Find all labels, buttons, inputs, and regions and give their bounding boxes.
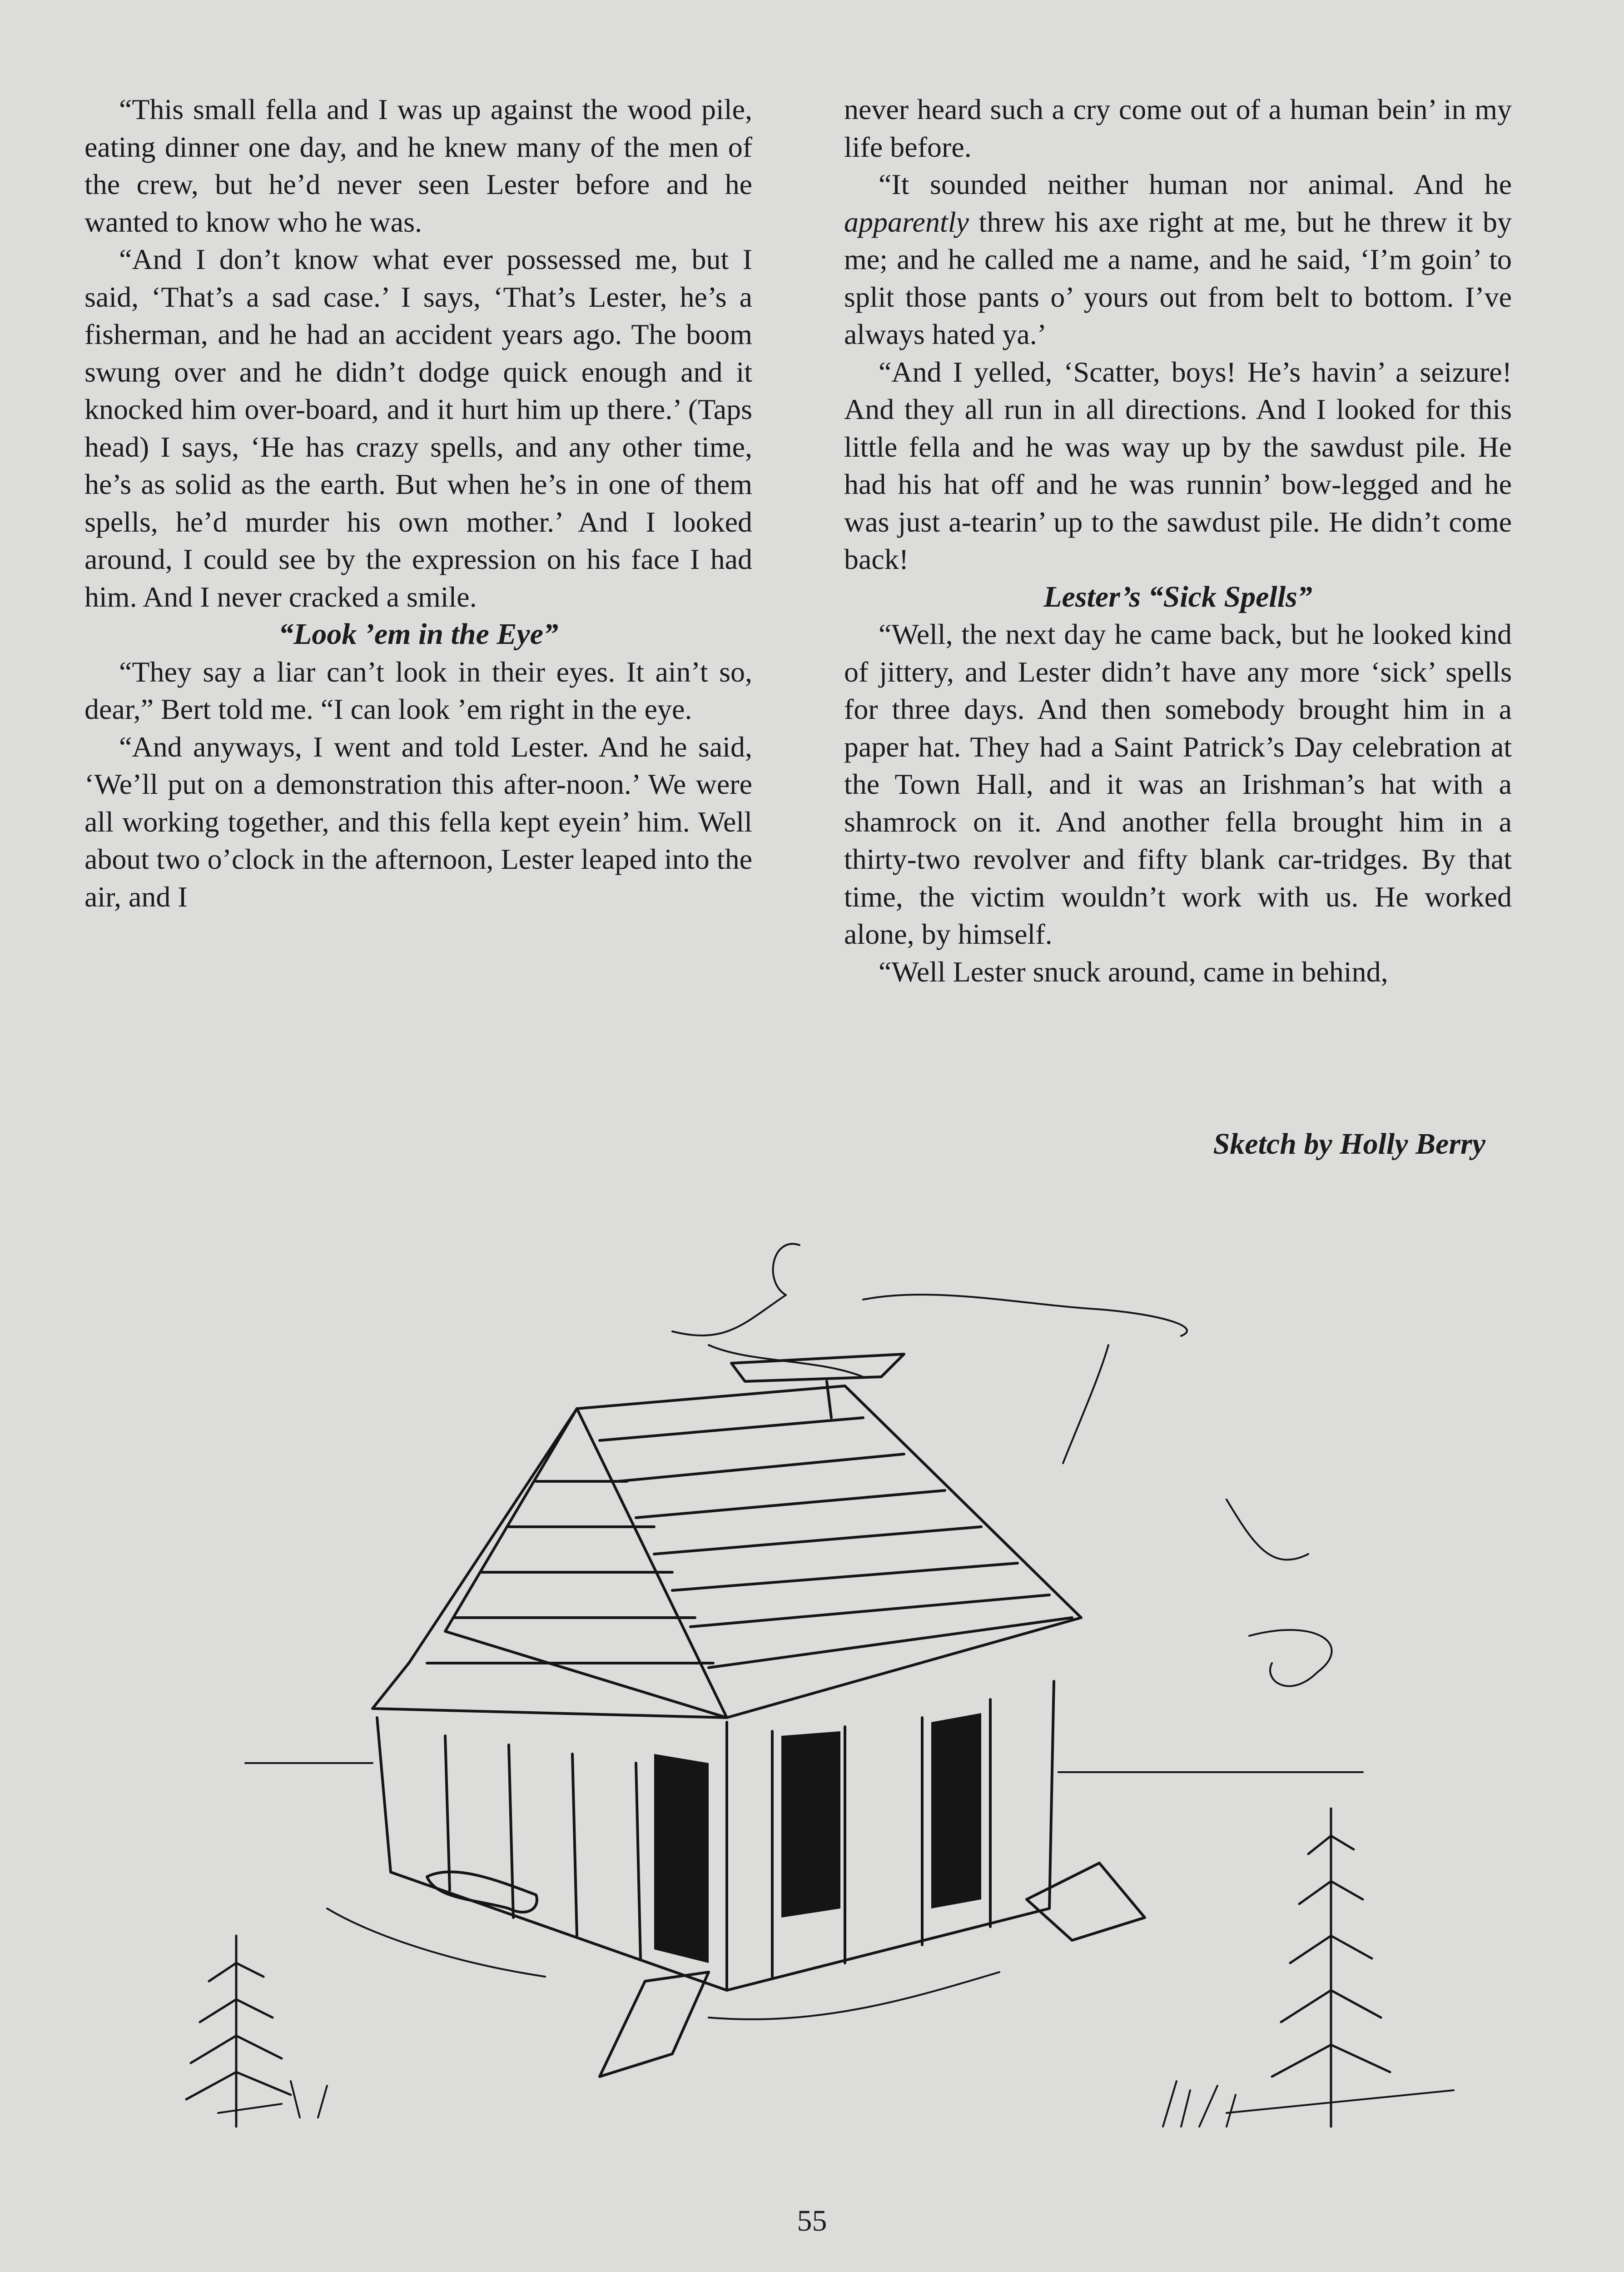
right-tree — [1272, 1809, 1390, 2127]
left-tree — [186, 1936, 291, 2127]
shack-roof — [445, 1386, 1081, 1718]
grass-tufts — [291, 2081, 1236, 2127]
section-heading: Lester’s “Sick Spells” — [1043, 580, 1312, 613]
section-heading: “Look ’em in the Eye” — [278, 618, 558, 651]
shack-sketch-illustration — [0, 1227, 1624, 2181]
paragraph: “And anyways, I went and told Lester. And he said, ‘We’ll put on a demonstration this after-noon.’ We were all working together, and this fella kept eyein’ him. Well about two o’clock in the afternoon, Lester leaped into the air, and I — [84, 730, 752, 913]
paragraph: “And I yelled, ‘Scatter, boys! He’s havin’ a seizure! And they all run in all directions. And I looked for this little fella and he was way up by the sawdust pile. He had his hat off and he was runnin’ bow-legged and he was just a-tearin’ up to the sawdust pile. He didn’t come back! — [844, 355, 1512, 575]
paragraph: “They say a liar can’t look in their eyes. It ain’t so, dear,” Bert told me. “I can look ’em right in the eye. — [84, 655, 752, 725]
text-run: “It sounded neither human nor animal. And he — [879, 168, 1512, 200]
paragraph: “Well, the next day he came back, but he looked kind of jittery, and Lester didn’t have any more ‘sick’ spells for three days. And then somebody brought him in a paper hat. They had a Saint Patrick’s Day celebration at the Town Hall, and it was an Irishman’s hat with a shamrock on it. And another fella brought him in a thirty-two revolver and fifty blank car-tridges. By that time, the victim wouldn’t work with us. He worked alone, by himself. — [844, 618, 1512, 950]
paragraph: “And I don’t know what ever possessed me, but I said, ‘That’s a sad case.’ I says, ‘That’s Lester, he’s a fisherman, and he had an accident years ago. The boom swung over and he didn’t dodge quick enough and it knocked him over-board, and it hurt him up there.’ (Taps head) I says, ‘He has crazy spells, and any other time, he’s as solid as the earth. But when he’s in one of them spells, he’d murder his own mother.’ And I looked around, I could see by the expression on his face I had him. And I never cracked a smile. — [84, 243, 752, 613]
door-openings — [654, 1713, 981, 1963]
left-text-column — [84, 91, 752, 916]
paragraph: “Well Lester snuck around, came in behind, — [879, 955, 1388, 988]
paragraph: “This small fella and I was up against the wood pile, eating dinner one day, and he knew many of the men of the crew, but he’d never seen Lester before and he wanted to know who he was. — [84, 93, 752, 238]
paragraph — [844, 166, 1512, 354]
page-number: 55 — [797, 2204, 827, 2237]
paragraph: never heard such a cry come out of a human bein’ in my life before. — [844, 93, 1512, 163]
sketch-credit: Sketch by Holly Berry — [1213, 1127, 1485, 1161]
chimney — [731, 1354, 904, 1418]
emphasis-text: apparently — [844, 205, 969, 238]
right-text-column — [844, 91, 1512, 991]
text-run: threw his axe right at me, but he threw it by me; and he called me a name, and he said, ‘I’m goin’ to split those pants o’ yours out from belt to bottom. I’ve always hated ya.’ — [844, 205, 1512, 350]
